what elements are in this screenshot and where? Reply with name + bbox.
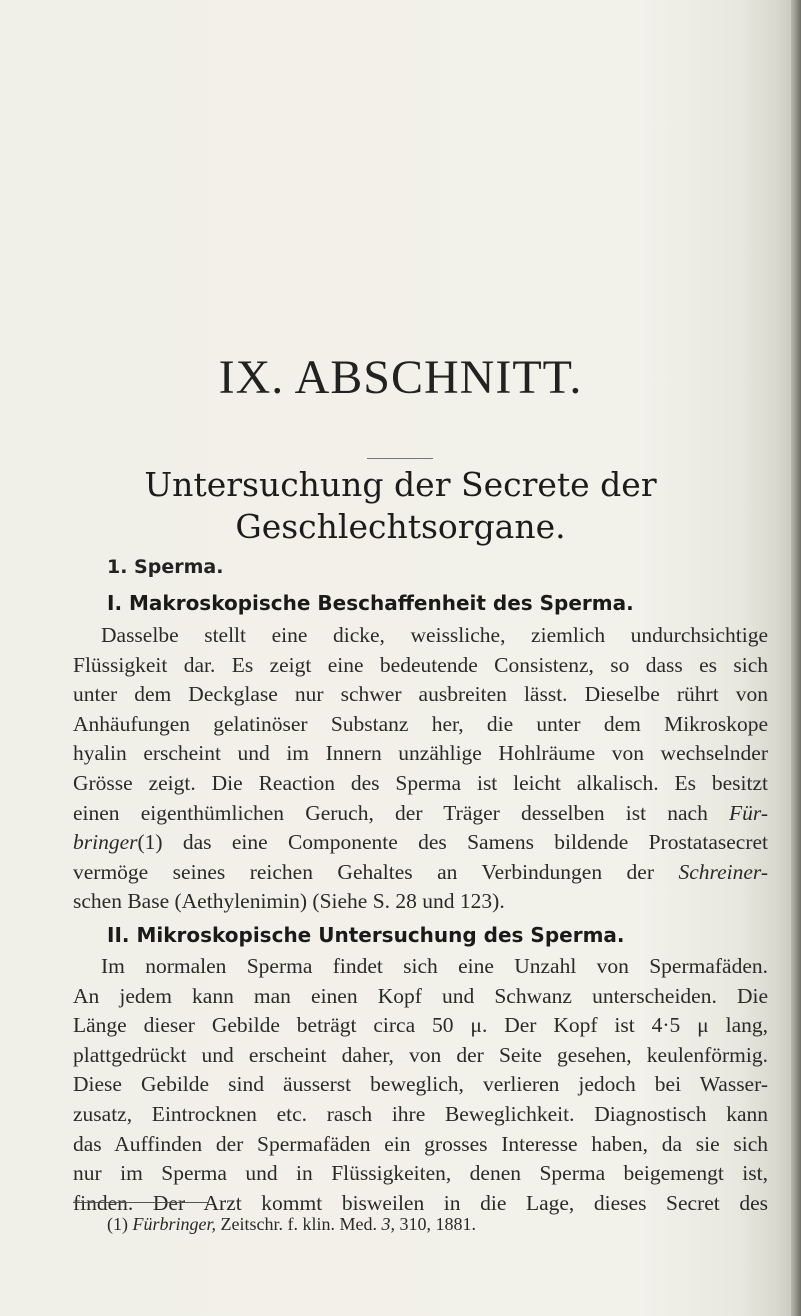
text-line: hyalin erscheint und im Innern unzählige Hohlräume von wechselnder <box>73 741 768 766</box>
text-line: nur im Sperma und in Flüssigkeiten, denen Sperma beigemengt ist, <box>73 1161 768 1186</box>
part-2-paragraph <box>73 952 768 1218</box>
footnote-marker: (1) <box>107 1214 128 1234</box>
text-line: Länge dieser Gebilde beträgt circa 50 μ. Der Kopf ist 4·5 μ lang, <box>73 1013 768 1038</box>
text-line: das Auffinden der Spermafäden ein grosses Interesse haben, da sie sich <box>73 1131 768 1156</box>
text-line: zusatz, Eintrocknen etc. rasch ihre Beweglichkeit. Diagnostisch kann <box>73 1101 768 1126</box>
text-line <box>73 858 768 888</box>
text-segment: (1) das eine Componente des Samens bildende Prostatasecret <box>137 830 768 855</box>
text-line <box>73 799 768 829</box>
footnote-divider <box>73 1202 209 1203</box>
title-divider <box>367 458 433 459</box>
text-segment: vermöge seines reichen Gehaltes an Verbindungen der <box>73 859 654 884</box>
section-title-line-2: Geschlechtsorgane. <box>235 507 566 546</box>
text-line: Im normalen Sperma findet sich eine Unzahl von Spermafäden. <box>101 954 768 978</box>
footnote <box>107 1213 476 1235</box>
text-line <box>73 828 768 858</box>
text-line: plattgedrückt und erscheint daher, von der Seite gesehen, keulenförmig. <box>73 1042 768 1067</box>
text-segment: einen eigenthümlichen Geruch, der Träger desselben ist nach <box>73 800 708 825</box>
chapter-title: IX. ABSCHNITT. <box>218 351 583 404</box>
section-title-line-1: Untersuchung der Secrete der <box>144 465 657 504</box>
subsection-title: 1. Sperma. <box>107 556 224 578</box>
author-name-italic: Schreiner- <box>678 859 768 884</box>
page-edge-shadow <box>791 0 801 1316</box>
section-title <box>0 464 801 548</box>
text-line: Diese Gebilde sind äusserst beweglich, verlieren jedoch bei Wasser- <box>73 1072 768 1097</box>
author-name-italic: Für- <box>729 800 769 825</box>
text-line: Dasselbe stellt eine dicke, weissliche, ziemlich undurchsichtige <box>101 623 768 647</box>
text-line: Anhäufungen gelatinöser Substanz her, die unter dem Mikroskope <box>73 711 768 736</box>
text-line: Grösse zeigt. Die Reaction des Sperma ist leicht alkalisch. Es besitzt <box>73 770 768 795</box>
text-line: unter dem Deckglase nur schwer ausbreiten lässt. Dieselbe rührt von <box>73 682 768 707</box>
text-line: An jedem kann man einen Kopf und Schwanz unterscheiden. Die <box>73 983 768 1008</box>
author-name-italic: bringer <box>73 830 138 855</box>
text-line: finden. Der Arzt kommt bisweilen in die Lage, dieses Secret des <box>73 1190 768 1215</box>
footnote-pages-year: 310, 1881. <box>399 1214 476 1234</box>
footnote-volume: 3, <box>381 1214 395 1234</box>
text-line: schen Base (Aethylenimin) (Siehe S. 28 und 123). <box>73 889 505 914</box>
part-2-heading: II. Mikroskopische Untersuchung des Sperma. <box>107 923 625 947</box>
part-1-heading: I. Makroskopische Beschaffenheit des Sperma. <box>107 591 634 615</box>
text-line: Flüssigkeit dar. Es zeigt eine bedeutende Consistenz, so dass es sich <box>73 652 768 677</box>
part-1-paragraph <box>73 621 768 917</box>
footnote-author: Fürbringer, <box>132 1214 217 1234</box>
footnote-source: Zeitschr. f. klin. Med. <box>220 1214 377 1234</box>
